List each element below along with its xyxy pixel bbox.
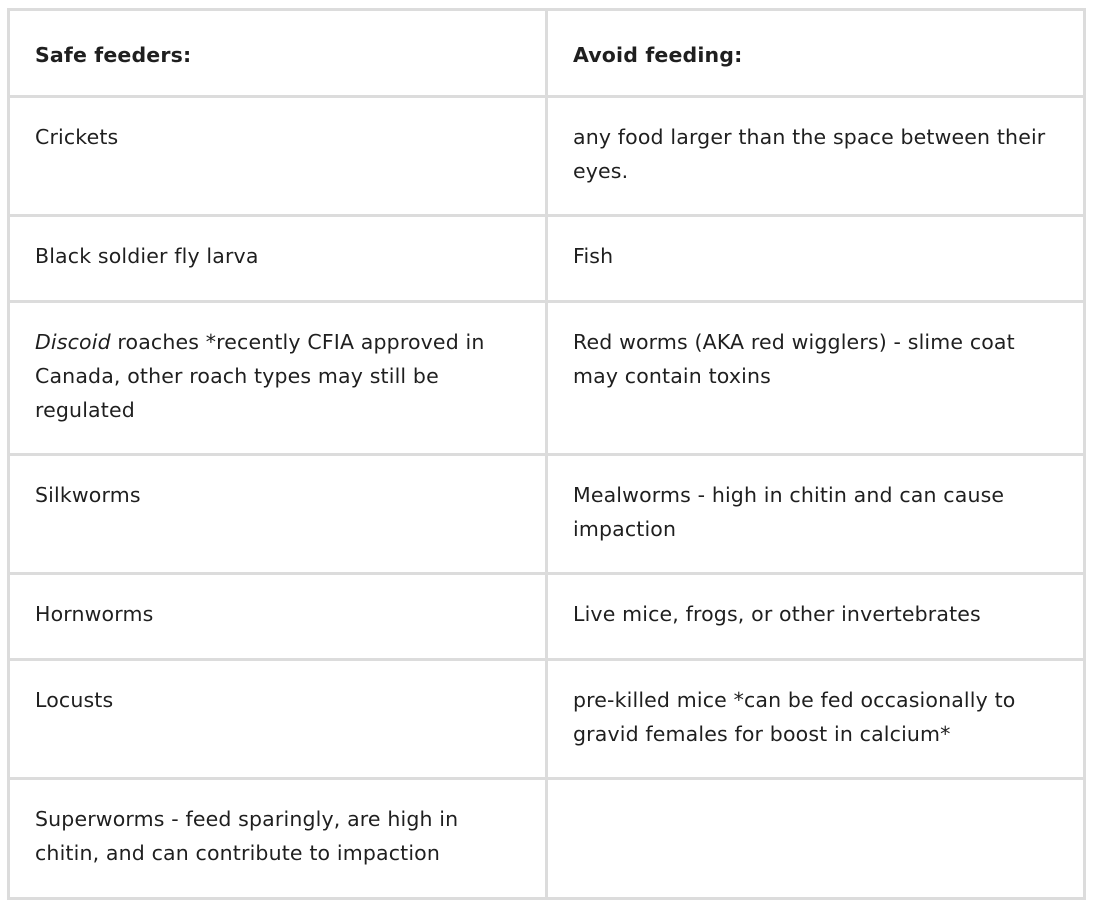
safe-feeder-cell: Locusts xyxy=(9,660,547,779)
avoid-feeding-cell: pre-killed mice *can be fed occasionally to gravid females for boost in calcium* xyxy=(547,660,1085,779)
table-row xyxy=(9,574,1085,660)
safe-feeder-cell: Silkworms xyxy=(9,455,547,574)
avoid-feeding-cell: any food larger than the space between their eyes. xyxy=(547,97,1085,216)
safe-feeder-cell xyxy=(9,302,547,455)
avoid-feeding-cell: Fish xyxy=(547,216,1085,302)
safe-feeder-cell: Hornworms xyxy=(9,574,547,660)
feeder-table xyxy=(7,8,1086,900)
table-row xyxy=(9,660,1085,779)
safe-feeder-text: roaches *recently CFIA approved in Canada, other roach types may still be regulated xyxy=(35,330,485,422)
avoid-feeding-header: Avoid feeding: xyxy=(547,10,1085,97)
table-row xyxy=(9,779,1085,899)
species-name-emphasis: Discoid xyxy=(35,330,111,354)
table-row xyxy=(9,302,1085,455)
table-row xyxy=(9,216,1085,302)
table-header-row xyxy=(9,10,1085,97)
avoid-feeding-cell: Mealworms - high in chitin and can cause impaction xyxy=(547,455,1085,574)
avoid-feeding-cell: Live mice, frogs, or other invertebrates xyxy=(547,574,1085,660)
table-row xyxy=(9,455,1085,574)
table-row xyxy=(9,97,1085,216)
safe-feeder-cell: Black soldier fly larva xyxy=(9,216,547,302)
avoid-feeding-cell: Red worms (AKA red wigglers) - slime coat may contain toxins xyxy=(547,302,1085,455)
avoid-feeding-cell xyxy=(547,779,1085,899)
safe-feeder-cell: Crickets xyxy=(9,97,547,216)
safe-feeder-cell: Superworms - feed sparingly, are high in chitin, and can contribute to impaction xyxy=(9,779,547,899)
safe-feeders-header: Safe feeders: xyxy=(9,10,547,97)
